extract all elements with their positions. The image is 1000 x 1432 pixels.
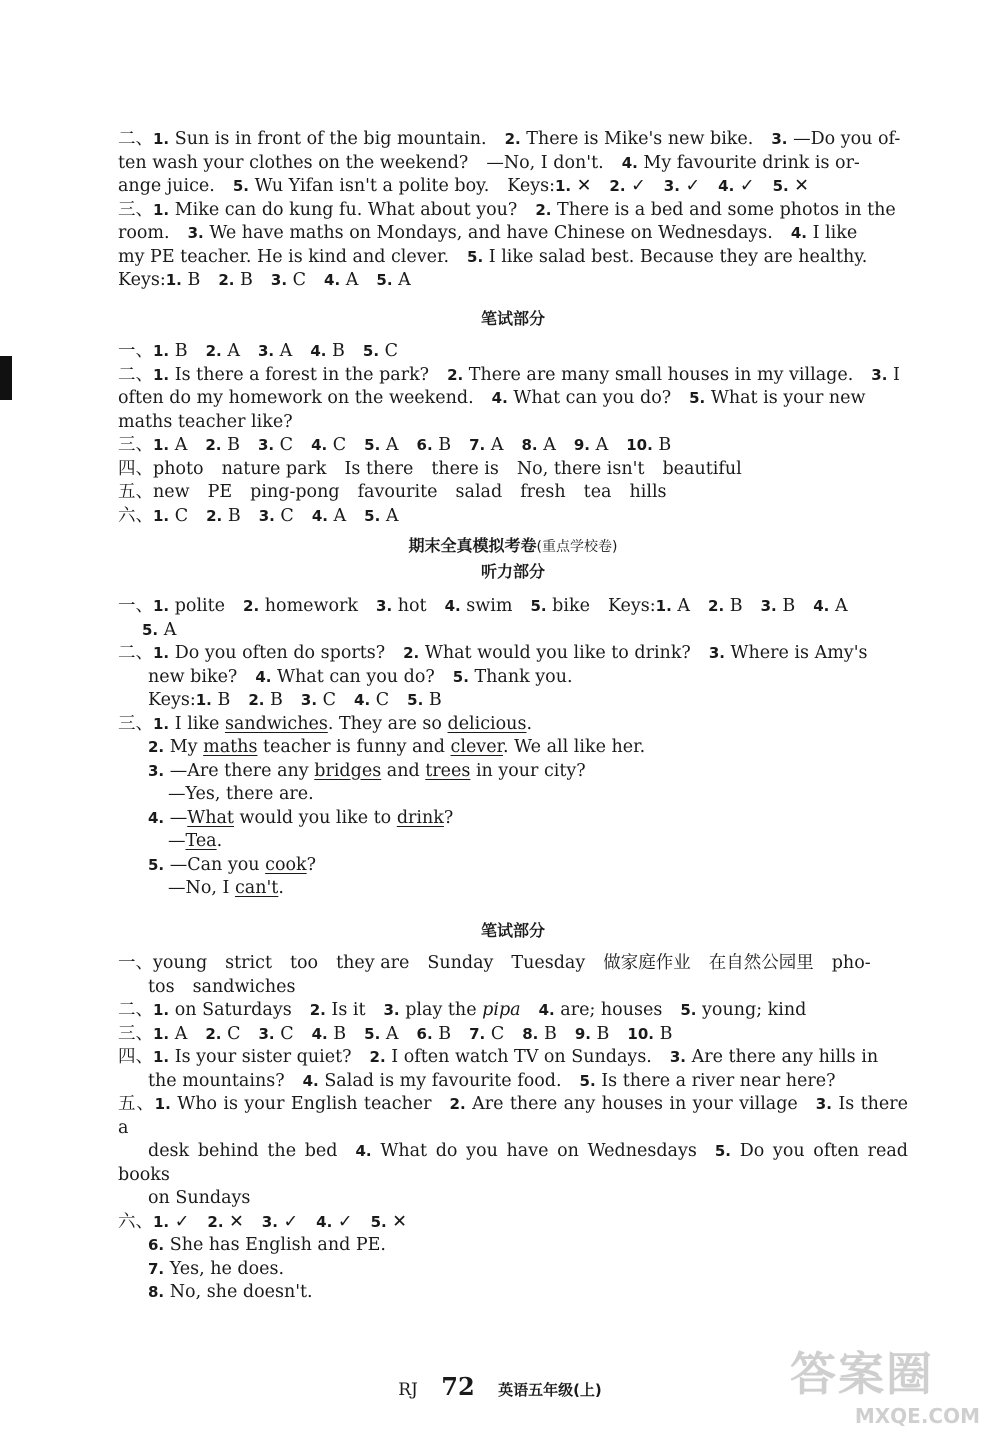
answer-text: .	[216, 831, 223, 851]
answer-text: Mike can do kung fu. What about you?	[174, 199, 518, 220]
answer-word: ping-pong	[250, 482, 340, 502]
answer-text: ?	[443, 807, 454, 828]
key-value: A	[279, 341, 293, 361]
page-number: 72	[441, 1372, 475, 1401]
edition-code: RJ	[398, 1380, 418, 1400]
check-mark: ✓	[337, 1211, 353, 1232]
answer-text: Thank you.	[474, 666, 573, 687]
answer-text: There is a bed and some photos in the	[557, 199, 896, 220]
section-num: 五、	[118, 482, 153, 502]
answer-word: homework	[264, 596, 359, 616]
answer-word: hills	[629, 482, 667, 502]
key-value: A	[174, 1023, 188, 1044]
answer-word: too	[289, 953, 319, 973]
section-num: 二、	[118, 643, 153, 663]
answer-word: they are	[336, 953, 410, 973]
para-exam-written-6: 六、1. ✓ 2. ✕ 3. ✓ 4. ✓ 5. ✕ 6. She has English and PE. 7. Yes, he does. 8. No, she doesn't.	[118, 1211, 407, 1302]
heading-written-part: 笔试部分	[480, 308, 545, 328]
answer-text: . We all like her.	[503, 737, 646, 757]
key-value: B	[187, 270, 201, 290]
answer-word: sandwiches	[192, 976, 296, 997]
answer-text: Where is Amy's	[730, 643, 868, 663]
para-written-1: 一、1. B 2. A 3. A 4. B 5. C	[118, 341, 399, 361]
para-exam-listen-2: 二、1. Do you often do sports? 2. What would you like to drink? 3. Where is Amy's new bike? 4. What can you do? 5. Thank you. Keys:1. B 2. B 3. C 4. C 5. B	[118, 643, 868, 710]
answer-text: —No, I	[168, 878, 230, 898]
keys-label: Keys:	[507, 176, 555, 196]
cross-mark: ✕	[576, 176, 592, 196]
answer-text: —	[168, 831, 186, 851]
para-exam-written-1	[118, 952, 908, 999]
answer-word: No, there isn't	[516, 458, 645, 479]
para-exam-written-3: 三、1. A 2. C 3. C 4. B 5. A 6. B 7. C 8. B 9. B 10. B	[118, 1023, 673, 1044]
key-value: B	[333, 1023, 347, 1044]
answer-word: favourite	[357, 482, 438, 502]
answer-text: Wu Yifan isn't a polite boy.	[254, 176, 490, 196]
answer-text: on Saturdays	[174, 1000, 292, 1020]
answer-text: Sun is in front of the big mountain.	[174, 129, 487, 149]
exam-subtitle: (重点学校卷)	[536, 539, 618, 555]
key-value: C	[292, 270, 307, 290]
answer-page	[118, 128, 908, 1305]
answer-word: hot	[397, 596, 427, 616]
heading-written-part: 笔试部分	[480, 920, 545, 940]
key-value: A	[385, 505, 399, 526]
key-value: B	[438, 1023, 452, 1044]
answer-word: bike	[552, 596, 590, 616]
key-value: B	[438, 435, 452, 455]
para-exam-written-5: 五、1. Who is your English teacher 2. Are there any houses in your village 3. Is there a desk behind the bed 4. What do you have on Wednesdays 5. Do you often read books on Sundays	[118, 1094, 909, 1208]
answer-text: Is there a river near here?	[601, 1070, 836, 1091]
answer-word: Sunday	[427, 953, 494, 973]
answer-text: .	[278, 878, 284, 898]
key-value: A	[543, 435, 556, 455]
exam-title: 期末全真模拟考卷	[408, 536, 537, 555]
para-written-3: 三、1. A 2. B 3. C 4. C 5. A 6. B 7. A 8. A 9. A 10. B	[118, 435, 672, 455]
watermark-text: 答案圈	[790, 1347, 934, 1401]
keys-label: Keys:	[148, 690, 196, 710]
answer-text: What is your new	[710, 388, 866, 408]
answer-word: Tuesday	[511, 953, 586, 973]
answer-text: Yes, he does.	[169, 1258, 285, 1279]
key-value: B	[270, 690, 283, 710]
answer-word: beautiful	[662, 458, 742, 479]
answer-text: Are there any houses in your village	[472, 1094, 798, 1114]
answer-word: polite	[174, 596, 226, 616]
check-mark: ✓	[283, 1211, 299, 1232]
check-mark: ✓	[631, 176, 646, 196]
key-value: C	[174, 505, 189, 526]
section-num: 二、	[118, 1000, 153, 1020]
para-listen-3: 三、1. Mike can do kung fu. What about you? 2. There is a bed and some photos in the room. 3. We have maths on Mondays, and have Chinese on Wednesdays. 4. I like my PE teacher. He is kind and clever. 5. I like salad best. Because they are healthy. Keys:1. B 2. B 3. C 4. A 5. A	[118, 199, 896, 290]
cross-mark: ✕	[794, 176, 809, 196]
answer-word: tos	[148, 976, 175, 997]
watermark-url: MXQE.COM	[854, 1404, 980, 1428]
key-value: C	[490, 1023, 505, 1044]
key-value: B	[782, 596, 796, 616]
underlined-word: delicious	[447, 713, 527, 734]
answer-text: new bike?	[148, 666, 238, 687]
answer-word: 做家庭作业	[603, 953, 691, 973]
answer-word: fresh	[520, 482, 566, 502]
answer-text: Do you often read books	[118, 1141, 909, 1185]
answer-text: in your city?	[475, 760, 586, 781]
section-num: 四、	[118, 458, 153, 479]
key-value: A	[163, 619, 177, 640]
para-exam-written-4: 四、1. Is your sister quiet? 2. I often watch TV on Sundays. 3. Are there any hills in the mountains? 4. Salad is my favourite food. 5. Is there a river near here?	[118, 1047, 879, 1091]
key-value: C	[280, 1023, 294, 1044]
underlined-word: drink	[396, 807, 444, 828]
underlined-word: trees	[425, 760, 471, 781]
section-num: 一、	[118, 341, 153, 361]
key-value: A	[227, 341, 240, 361]
key-value: A	[385, 1023, 399, 1044]
check-mark: ✓	[739, 176, 755, 196]
answer-text: pipa	[482, 1000, 521, 1020]
answer-text: maths teacher like?	[118, 411, 293, 432]
cross-mark: ✕	[229, 1211, 244, 1232]
answer-word: there is	[431, 458, 499, 479]
key-value: B	[174, 341, 188, 361]
key-value: C	[384, 341, 399, 361]
answer-text: young; kind	[702, 1000, 807, 1020]
section-num: 二、	[118, 364, 153, 385]
answer-word: tea	[583, 482, 612, 502]
key-value: A	[595, 435, 609, 455]
answer-text: There are many small houses in my village.	[468, 364, 854, 385]
underlined-word: cook	[265, 854, 307, 875]
answer-text: would you like to	[239, 807, 392, 828]
answer-word: new	[153, 482, 190, 502]
answer-text: Do you often do sports?	[174, 643, 386, 663]
section-num: 一、	[118, 953, 153, 973]
key-value: A	[677, 596, 691, 616]
watermark-logo	[790, 1338, 980, 1428]
key-value: B	[240, 270, 253, 290]
answer-text: —No, I don't.	[486, 152, 604, 173]
answer-text: There is Mike's new bike.	[526, 129, 754, 149]
answer-text: . They are so	[327, 713, 442, 734]
section-num: 三、	[118, 713, 153, 734]
underlined-word: clever	[450, 737, 503, 757]
para-written-2: 二、1. Is there a forest in the park? 2. There are many small houses in my village. 3. I often do my homework on the weekend. 4. What can you do? 5. What is your new maths teacher like?	[118, 364, 900, 432]
answer-text: the mountains?	[148, 1070, 285, 1091]
answer-word: swim	[466, 596, 513, 616]
answer-word: PE	[207, 482, 233, 502]
answer-text: What can you do?	[277, 666, 435, 687]
section-num: 三、	[118, 199, 153, 220]
answer-text: I like salad best. Because they are healthy.	[488, 246, 868, 267]
key-value: C	[280, 505, 294, 526]
answer-text: play the	[405, 1000, 477, 1020]
keys-label: Keys:	[118, 270, 166, 290]
key-value: A	[345, 270, 359, 290]
key-value: C	[332, 435, 347, 455]
answer-text: on Sundays	[148, 1188, 251, 1208]
check-mark: ✓	[685, 176, 701, 196]
answer-text: often do my homework on the weekend.	[118, 388, 474, 408]
answer-text: —Do you of-	[793, 129, 901, 149]
key-value: A	[490, 435, 504, 455]
section-num: 四、	[118, 1047, 153, 1067]
underlined-word: What	[187, 807, 234, 828]
answer-text: Salad is my favourite food.	[324, 1070, 562, 1091]
answer-text: What do you have on Wednesdays	[380, 1141, 697, 1161]
cross-mark: ✕	[392, 1211, 407, 1232]
para-written-6: 六、1. C 2. B 3. C 4. A 5. A	[118, 505, 399, 526]
answer-text: .	[526, 713, 533, 734]
key-value: A	[385, 435, 399, 455]
answer-word: strict	[225, 953, 272, 973]
answer-text: My	[169, 737, 198, 757]
answer-word: salad	[455, 482, 503, 502]
key-value: B	[227, 435, 240, 455]
section-num: 二、	[118, 129, 153, 149]
answer-word: young	[153, 953, 208, 973]
underlined-word: bridges	[314, 760, 382, 781]
section-num: 三、	[118, 1023, 153, 1044]
answer-text: Is there a forest in the park?	[174, 364, 430, 385]
answer-text: ten wash your clothes on the weekend?	[118, 152, 469, 173]
answer-text: I like	[174, 713, 220, 734]
answer-text: room.	[118, 223, 170, 243]
para-exam-listen-3: 三、1. I like sandwiches. They are so delicious. 2. My maths teacher is funny and clever. We all like her. 3. —Are there any bridges and trees in your city? —Yes, there are. 4. —What would you like to drink? —Tea. 5. —Can you cook? —No, I can't.	[118, 713, 646, 898]
answer-text: Is there a	[118, 1094, 908, 1138]
underlined-word: sandwiches	[224, 713, 328, 734]
answer-text: I	[893, 364, 900, 385]
answer-text: desk behind the bed	[148, 1141, 338, 1161]
para-exam-written-2: 二、1. on Saturdays 2. Is it 3. play the pipa 4. are; houses 5. young; kind	[118, 1000, 807, 1020]
key-value: B	[658, 435, 672, 455]
answer-text: I often watch TV on Sundays.	[391, 1047, 652, 1067]
answer-text: What would you like to drink?	[424, 643, 691, 663]
para-exam-listen-1: 一、1. polite 2. homework 3. hot 4. swim 5. bike Keys:1. A 2. B 3. B 4. A 5. A	[118, 596, 848, 640]
answer-word: photo	[153, 458, 204, 479]
answer-text: Who is your English teacher	[177, 1094, 432, 1114]
key-value: B	[227, 505, 241, 526]
section-num: 五、	[118, 1094, 155, 1114]
key-value: C	[375, 690, 390, 710]
answer-text: Is it	[331, 1000, 366, 1020]
underlined-word: Tea	[185, 831, 217, 851]
key-value: B	[543, 1023, 557, 1044]
answer-text: —	[169, 807, 188, 828]
answer-text: My favourite drink is or-	[643, 152, 860, 173]
para-listen-2: 二、1. Sun is in front of the big mountain. 2. There is Mike's new bike. 3. —Do you of- ten wash your clothes on the weekend? —No, I don't. 4. My favourite drink is or- ange juice. 5. Wu Yifan isn't a polite boy. Keys:1. ✕ 2. ✓ 3. ✓ 4. ✓ 5. ✕	[118, 129, 901, 196]
answer-text: ?	[306, 854, 317, 875]
answer-text: —Are there any	[169, 760, 309, 781]
answer-text: teacher is funny and	[263, 737, 445, 757]
key-value: C	[279, 435, 294, 455]
answer-text: ange juice.	[118, 176, 215, 196]
page-edge-mark	[0, 356, 12, 400]
para-written-4	[118, 458, 908, 482]
check-mark: ✓	[174, 1211, 190, 1232]
answer-text: —Can you	[169, 854, 260, 875]
answer-text: Is your sister quiet?	[174, 1047, 352, 1067]
heading-exam	[118, 534, 908, 560]
underlined-word: maths	[203, 737, 258, 757]
keys-label: Keys:	[607, 596, 656, 616]
answer-text: We have maths on Mondays, and have Chinese on Wednesdays.	[209, 223, 773, 243]
answer-text: —Yes, there are.	[168, 784, 314, 804]
underlined-word: can't	[234, 878, 279, 898]
answer-text: and	[386, 760, 420, 781]
key-value: A	[398, 270, 411, 290]
key-value: A	[174, 435, 188, 455]
key-value: B	[729, 596, 743, 616]
key-value: B	[596, 1023, 610, 1044]
answer-text: my PE teacher. He is kind and clever.	[118, 246, 450, 267]
key-value: A	[834, 596, 848, 616]
section-num: 一、	[118, 596, 153, 616]
para-written-5	[118, 481, 908, 505]
answer-word: nature park	[221, 458, 327, 479]
answer-word: Is there	[344, 458, 414, 479]
answer-word: 在自然公园里	[708, 953, 814, 973]
answer-text: She has English and PE.	[169, 1235, 386, 1255]
answer-text: What can you do?	[513, 388, 672, 408]
key-value: A	[333, 505, 347, 526]
key-value: B	[659, 1023, 673, 1044]
answer-word: pho-	[831, 953, 871, 973]
section-num: 六、	[118, 1211, 153, 1232]
key-value: B	[332, 341, 345, 361]
key-value: C	[227, 1023, 241, 1044]
key-value: B	[428, 690, 442, 710]
key-value: C	[322, 690, 337, 710]
section-num: 六、	[118, 505, 153, 526]
answer-text: are; houses	[560, 1000, 663, 1020]
subject-label: 英语五年级(上)	[498, 1381, 602, 1399]
heading-listening-part: 听力部分	[480, 561, 545, 581]
answer-text: I like	[812, 223, 858, 243]
answer-text: Are there any hills in	[691, 1047, 879, 1067]
section-num: 三、	[118, 435, 153, 455]
key-value: B	[217, 690, 231, 710]
answer-text: No, she doesn't.	[169, 1282, 313, 1302]
